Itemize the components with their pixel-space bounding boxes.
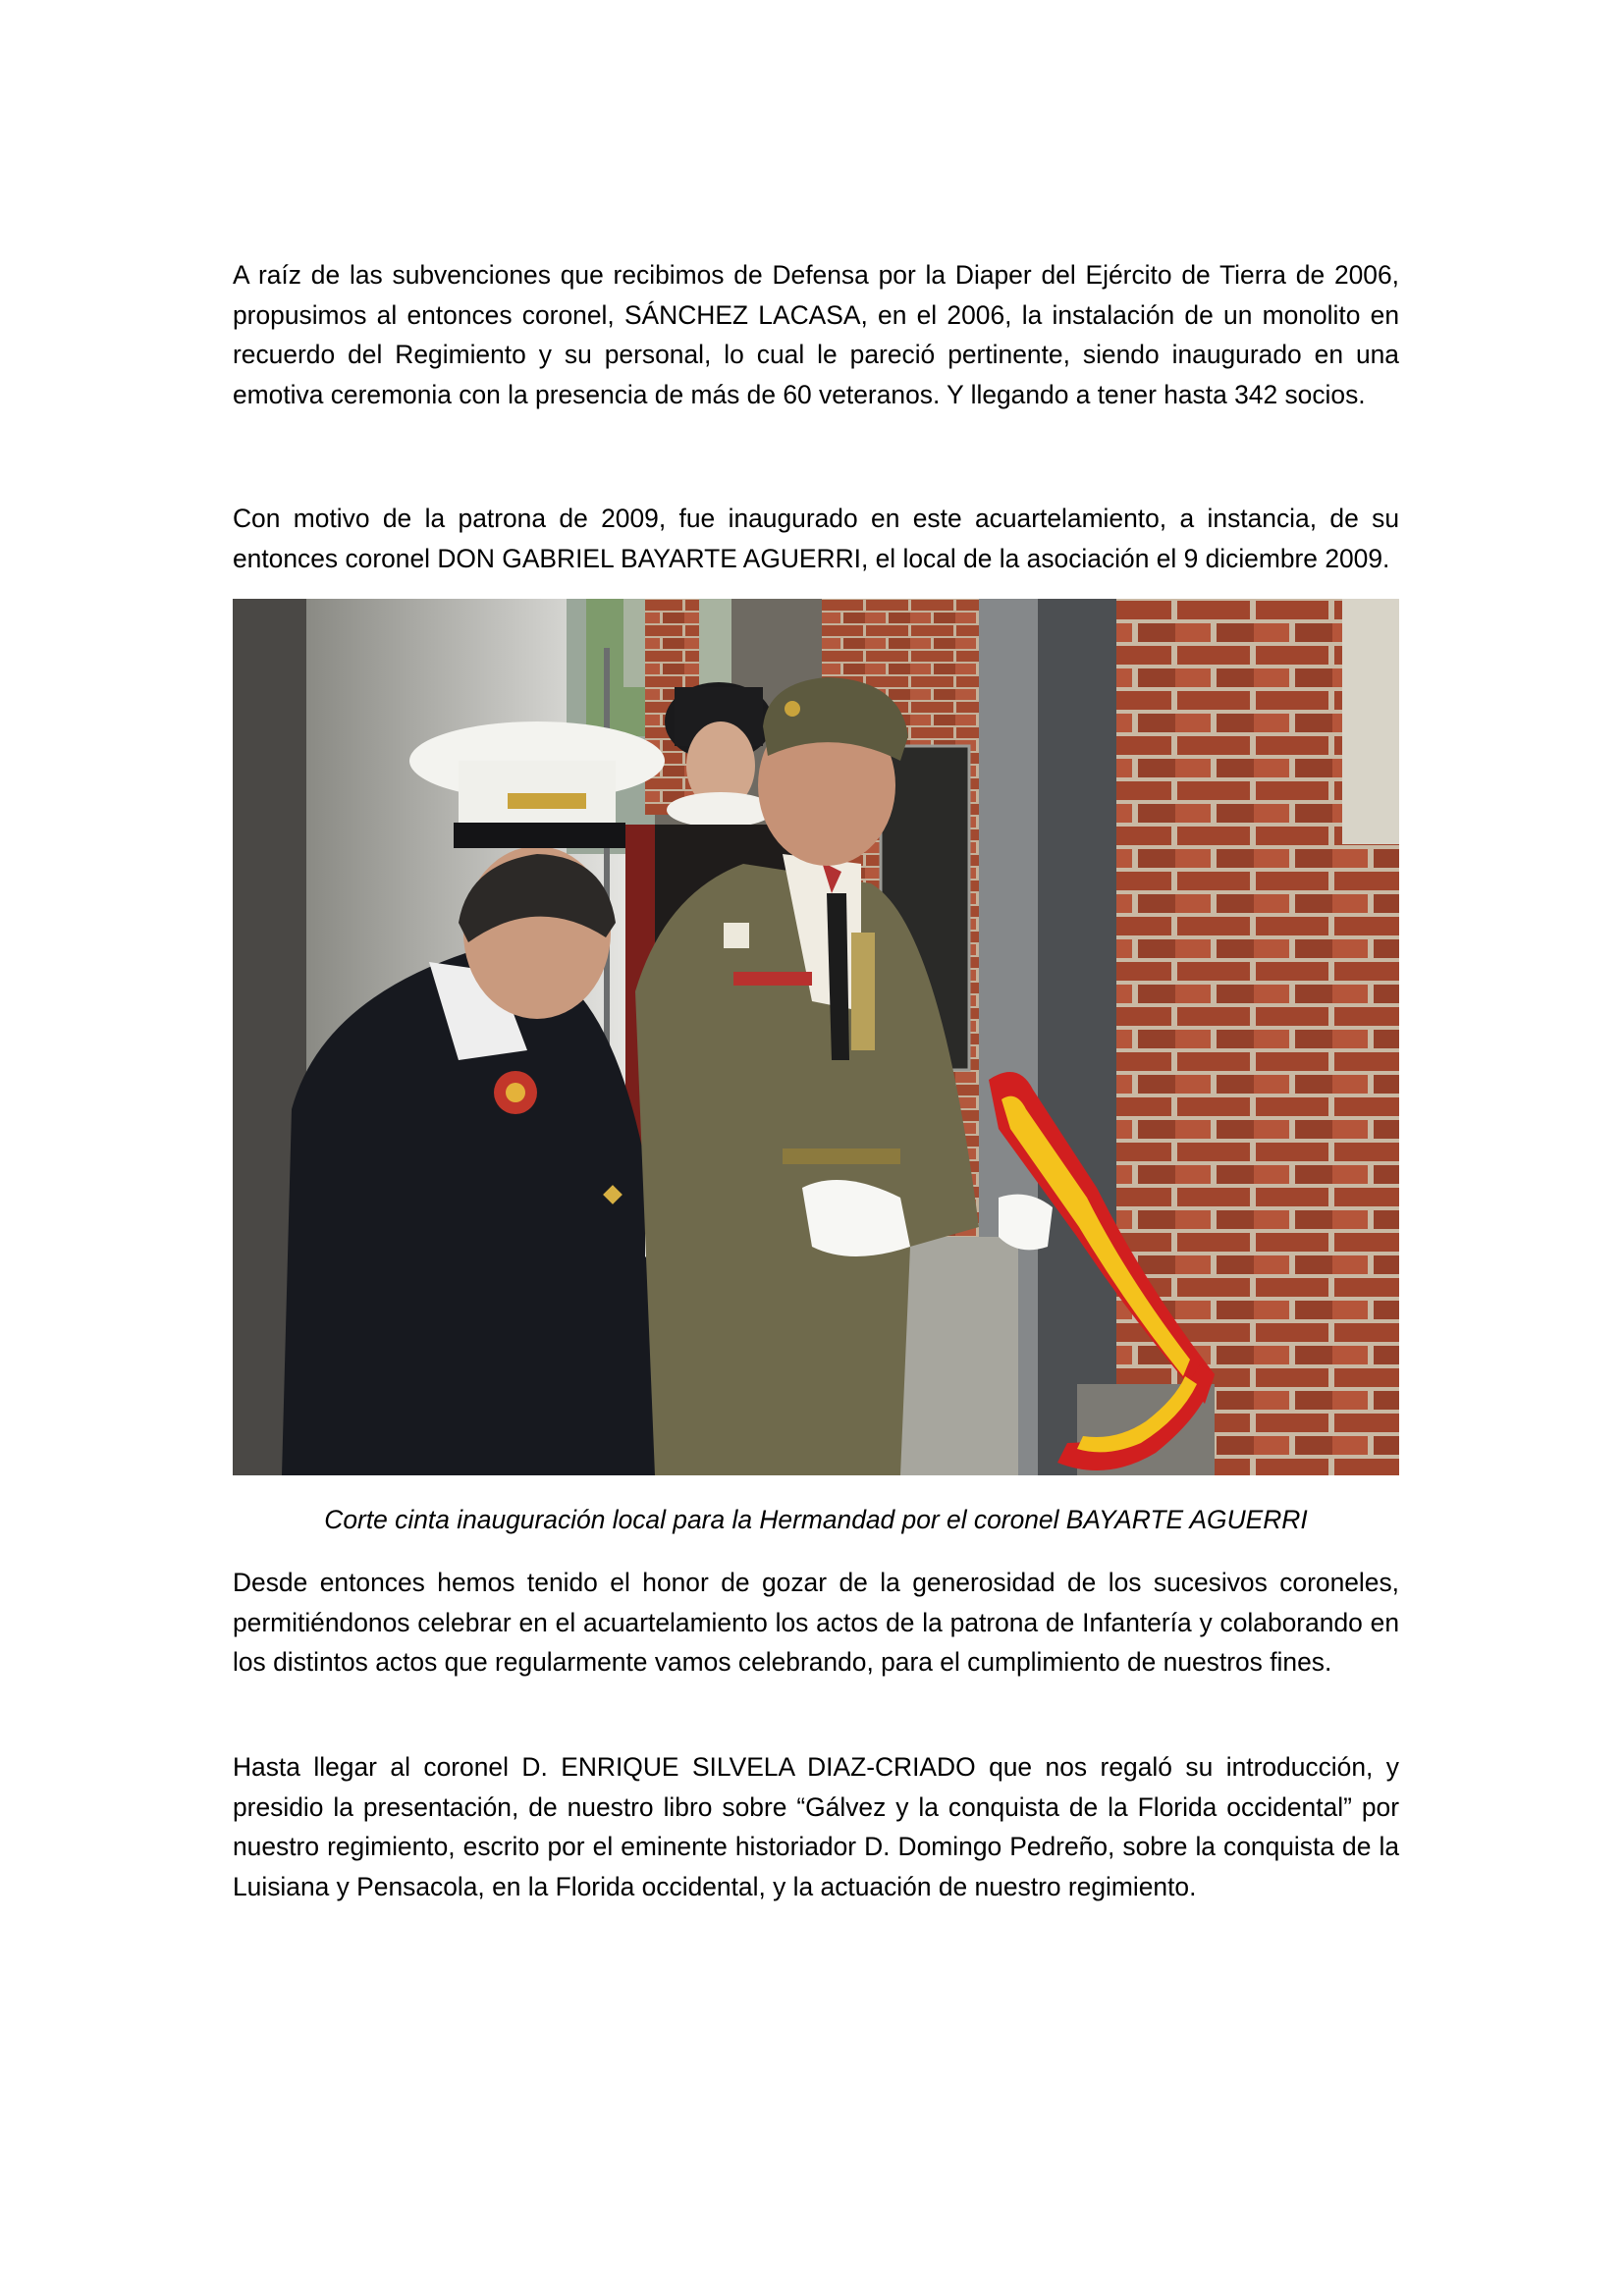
paragraph-monolito: A raíz de las subvenciones que recibimos de Defensa por la Diaper del Ejército de Tierra de 2006, propusimos al entonces coronel, SÁNCHEZ LACASA, en el 2006, la instalación de un monolito en recuerdo del Regimiento y su personal, lo cual le pareció pertinente, siendo inaugurado en una emotiva ceremonia con la presencia de más de 60 veteranos. Y llegando a tener hasta 342 socios. [233,260,1399,409]
ribbon-cutting-photo [233,599,1399,1475]
photo-caption: Corte cinta inauguración local para la Hermandad por el coronel BAYARTE AGUERRI [324,1505,1308,1534]
paragraph-local-inauguration: Con motivo de la patrona de 2009, fue inaugurado en este acuartelamiento, a instancia, de su entonces coronel DON GABRIEL BAYARTE AGUERRI, el local de la asociación el 9 diciembre 2009. [233,504,1399,573]
paragraph-libro-galvez: Hasta llegar al coronel D. ENRIQUE SILVELA DIAZ-CRIADO que nos regaló su introducción, y presidio la presentación, de nuestro libro sobre “Gálvez y la conquista de la Florida occidental” por nuestro regimiento, escrito por el eminente historiador D. Domingo Pedreño, sobre la conquista de la Luisiana y Pensacola, en la Florida occidental, y la actuación de nuestro regimiento. [233,1752,1399,1901]
paragraph-coroneles: Desde entonces hemos tenido el honor de gozar de la generosidad de los sucesivos coroneles, permitiéndonos celebrar en el acuartelamiento los actos de la patrona de Infantería y colaborando en los distintos actos que regularmente vamos celebrando, para el cumplimiento de nuestros fines. [233,1568,1399,1677]
